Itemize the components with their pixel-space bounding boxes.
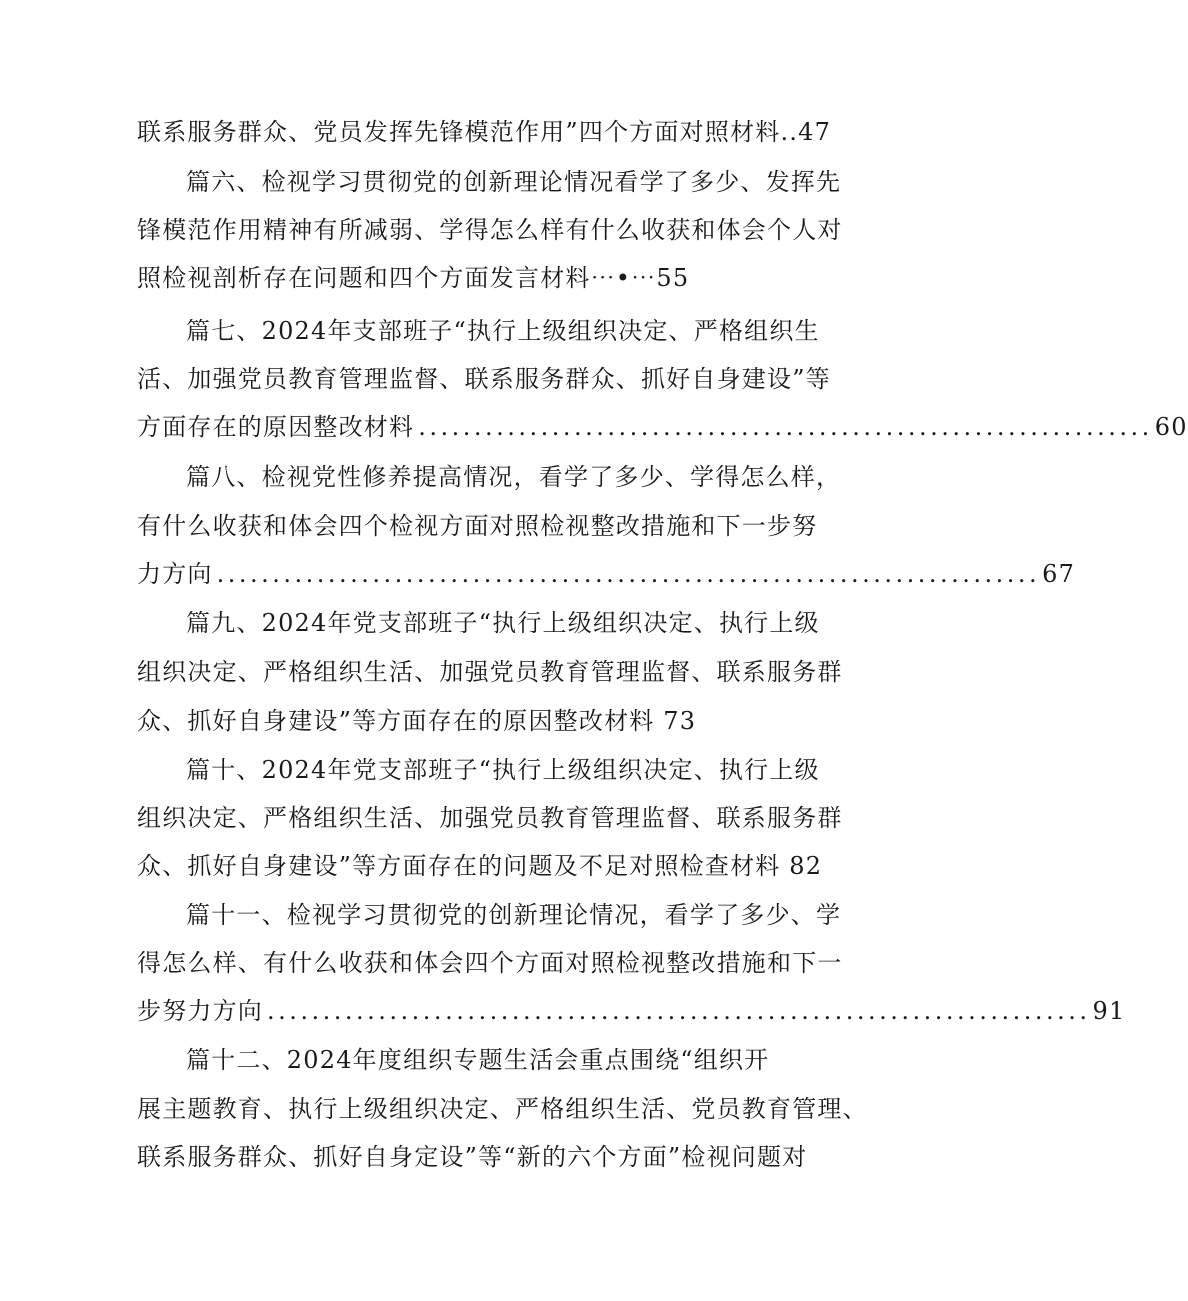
toc-line: 篇十、2024年党支部班子“执行上级组织决定、执行上级	[186, 756, 820, 784]
toc-line: 展主题教育、执行上级组织决定、严格组织生活、党员教育管理、	[137, 1095, 868, 1123]
toc-line: 有什么收获和体会四个检视方面对照检视整改措施和下一步努	[137, 512, 818, 540]
toc-line-leader	[137, 409, 1188, 445]
page-number: 67	[1042, 560, 1076, 588]
toc-line: 篇六、检视学习贯彻党的创新理论情况看学了多少、发挥先	[186, 168, 842, 196]
toc-line: 众、抓好自身建设”等方面存在的问题及不足对照检查材料 82	[137, 852, 823, 880]
toc-line: 得怎么样、有什么收获和体会四个方面对照检视整改措施和下一	[137, 949, 843, 977]
toc-entry-title: 步努力方向	[137, 997, 263, 1025]
toc-entry-title: 力方向	[137, 560, 213, 588]
toc-line: 篇九、2024年党支部班子“执行上级组织决定、执行上级	[186, 609, 820, 637]
page-number: 60	[1154, 413, 1188, 441]
page-number: 91	[1092, 997, 1126, 1025]
toc-line: 篇八、检视党性修养提高情况，看学了多少、学得怎么样，	[186, 463, 842, 491]
toc-line: 照检视剖析存在问题和四个方面发言材料⋯•⋯55	[137, 264, 690, 292]
toc-line: 篇七、2024年支部班子“执行上级组织决定、严格组织生	[186, 317, 820, 345]
toc-line-leader	[137, 556, 1076, 592]
toc-line: 联系服务群众、抓好自身定设”等“新的六个方面”检视问题对	[137, 1143, 808, 1171]
toc-line: 锋模范作用精神有所减弱、学得怎么样有什么收获和体会个人对	[137, 216, 843, 244]
toc-line: 组织决定、严格组织生活、加强党员教育管理监督、联系服务群	[137, 658, 843, 686]
toc-line-leader	[137, 993, 1126, 1029]
dot-leader: ..................................................................	[418, 413, 1153, 441]
toc-entry-title: 方面存在的原因整改材料	[137, 413, 415, 441]
toc-line: 篇十二、2024年度组织专题生活会重点围绕“组织开	[186, 1046, 770, 1074]
toc-line: 众、抓好自身建设”等方面存在的原因整改材料 73	[137, 707, 697, 735]
toc-line: 篇十一、检视学习贯彻党的创新理论情况，看学了多少、学	[186, 901, 842, 929]
toc-line: 活、加强党员教育管理监督、联系服务群众、抓好自身建设”等	[137, 365, 831, 393]
dot-leader: ..........................................................................	[267, 997, 1091, 1025]
toc-line: 组织决定、严格组织生活、加强党员教育管理监督、联系服务群	[137, 804, 843, 832]
dot-leader: ..........................................................................	[216, 560, 1041, 588]
toc-line: 联系服务群众、党员发挥先锋模范作用”四个方面对照材料..47	[137, 118, 832, 146]
